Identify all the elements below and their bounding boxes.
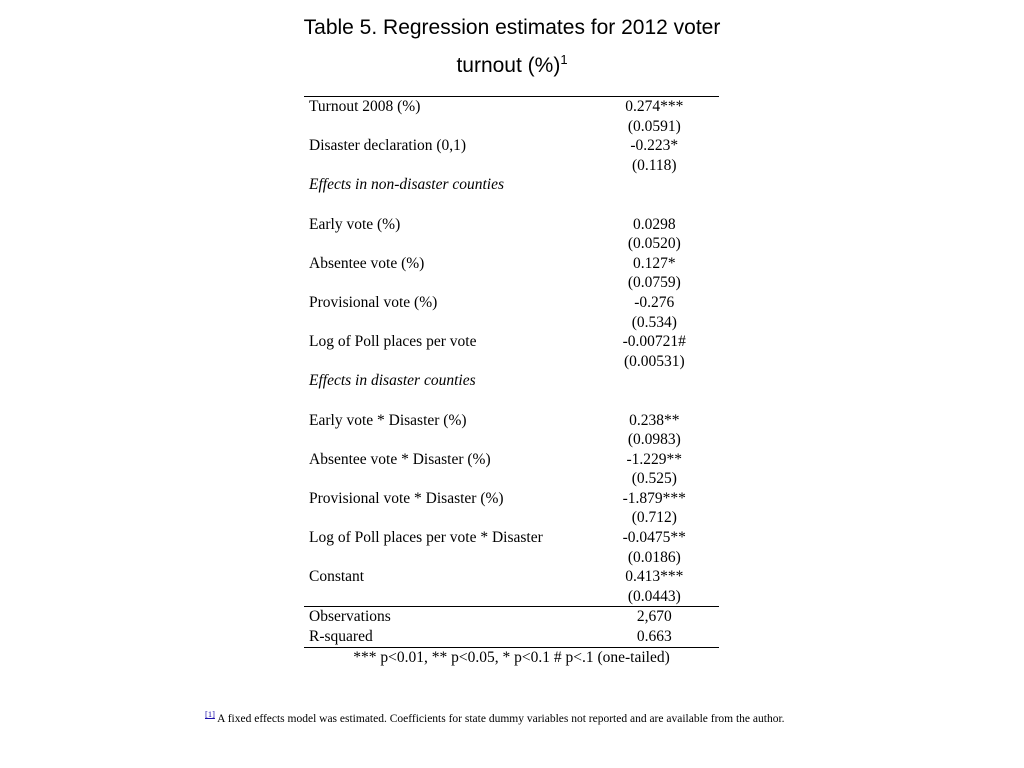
table-row [304,567,719,587]
row-label [304,234,590,254]
footnote-text: A fixed effects model was estimated. Coefficients for state dummy variables not reported and are available from the author. [214,712,785,725]
table-row [304,469,719,489]
row-label [304,117,590,137]
row-value: -0.0475** [622,529,686,547]
summary-statistics [304,606,719,647]
row-label: Effects in disaster counties [309,372,476,390]
table-row [304,215,719,235]
footnote [205,709,1005,725]
table-row [304,313,719,333]
row-value: 0.274*** [625,98,684,115]
row-label [304,273,590,293]
row-label: Constant [309,568,365,586]
row-label: Turnout 2008 (%) [309,98,421,115]
row-value: 2,670 [636,608,672,626]
table-row [304,548,719,568]
row-value [590,195,719,215]
title-footnote-ref: 1 [560,52,568,67]
table-row [304,293,719,313]
row-label: Log of Poll places per vote * Disaster [309,529,543,547]
row-label: Absentee vote (%) [309,254,425,272]
row-value: (0.0759) [627,274,681,292]
row-label: Disaster declaration (0,1) [309,137,467,155]
stat-row [304,607,719,627]
row-value: (0.00531) [623,352,685,370]
row-label [304,156,590,176]
row-value: (0.0591) [627,117,681,135]
row-value: 0.0298 [632,215,676,233]
row-value: (0.118) [631,156,677,174]
table-row [304,254,719,274]
table-row [304,371,719,391]
row-value: (0.0983) [627,431,681,449]
row-value: 0.238** [629,411,680,429]
row-value: (0.0443) [627,587,681,605]
table-row [304,450,719,470]
row-label: Provisional vote * Disaster (%) [309,489,504,507]
row-label [304,352,590,372]
table-row [304,430,719,450]
row-value: -0.276 [634,293,675,311]
row-label: Early vote (%) [309,215,401,233]
table-row [304,489,719,509]
row-label: Provisional vote (%) [309,293,438,311]
stat-row [304,627,719,647]
row-value: (0.525) [631,470,677,488]
table-row [304,195,719,215]
table-row [304,273,719,293]
row-value [590,175,719,195]
row-value: 0.127* [632,254,676,272]
table-row [304,136,719,156]
row-value [590,371,719,391]
row-value: 0.663 [636,628,672,646]
row-label [304,195,590,215]
row-label [304,430,590,450]
table-title [232,12,792,82]
row-label: Absentee vote * Disaster (%) [309,450,491,468]
row-label: Effects in non-disaster counties [309,176,505,194]
title-line-1: Table 5. Regression estimates for 2012 voter [303,16,721,39]
table-row [304,587,719,607]
row-value: -0.00721# [622,333,686,351]
table-row [304,156,719,176]
table-row [304,391,719,411]
row-value: (0.534) [631,313,677,331]
table-row [304,175,719,195]
regression-table [304,96,719,668]
table-row [304,234,719,254]
table-row [304,117,719,137]
table-row [304,352,719,372]
row-value: 0.413*** [625,568,684,586]
row-label [304,548,590,568]
title-line-2-text: turnout (%) [456,54,561,77]
row-label: R-squared [309,628,373,646]
row-label [304,391,590,411]
row-label [304,469,590,489]
table-row [304,411,719,431]
row-value: -1.879*** [622,489,686,507]
row-label: Observations [309,608,391,626]
title-line-2 [232,44,792,82]
row-label: Log of Poll places per vote [309,333,477,351]
row-label [304,508,590,528]
row-value: -1.229** [626,450,683,468]
table-row [304,97,719,117]
table-row [304,332,719,352]
significance-note: *** p<0.01, ** p<0.05, * p<0.1 # p<.1 (one-tailed) [353,648,670,666]
table-row [304,508,719,528]
row-label [304,313,590,333]
row-label [304,587,590,607]
row-value: (0.0520) [627,235,681,253]
row-value: -0.223* [630,137,679,155]
footnote-marker[interactable]: [1] [205,709,215,719]
table-row [304,528,719,548]
row-value [590,391,719,411]
row-label: Early vote * Disaster (%) [309,411,467,429]
coefficient-rows [304,97,719,606]
row-value: (0.0186) [627,548,681,566]
row-value: (0.712) [631,509,677,527]
